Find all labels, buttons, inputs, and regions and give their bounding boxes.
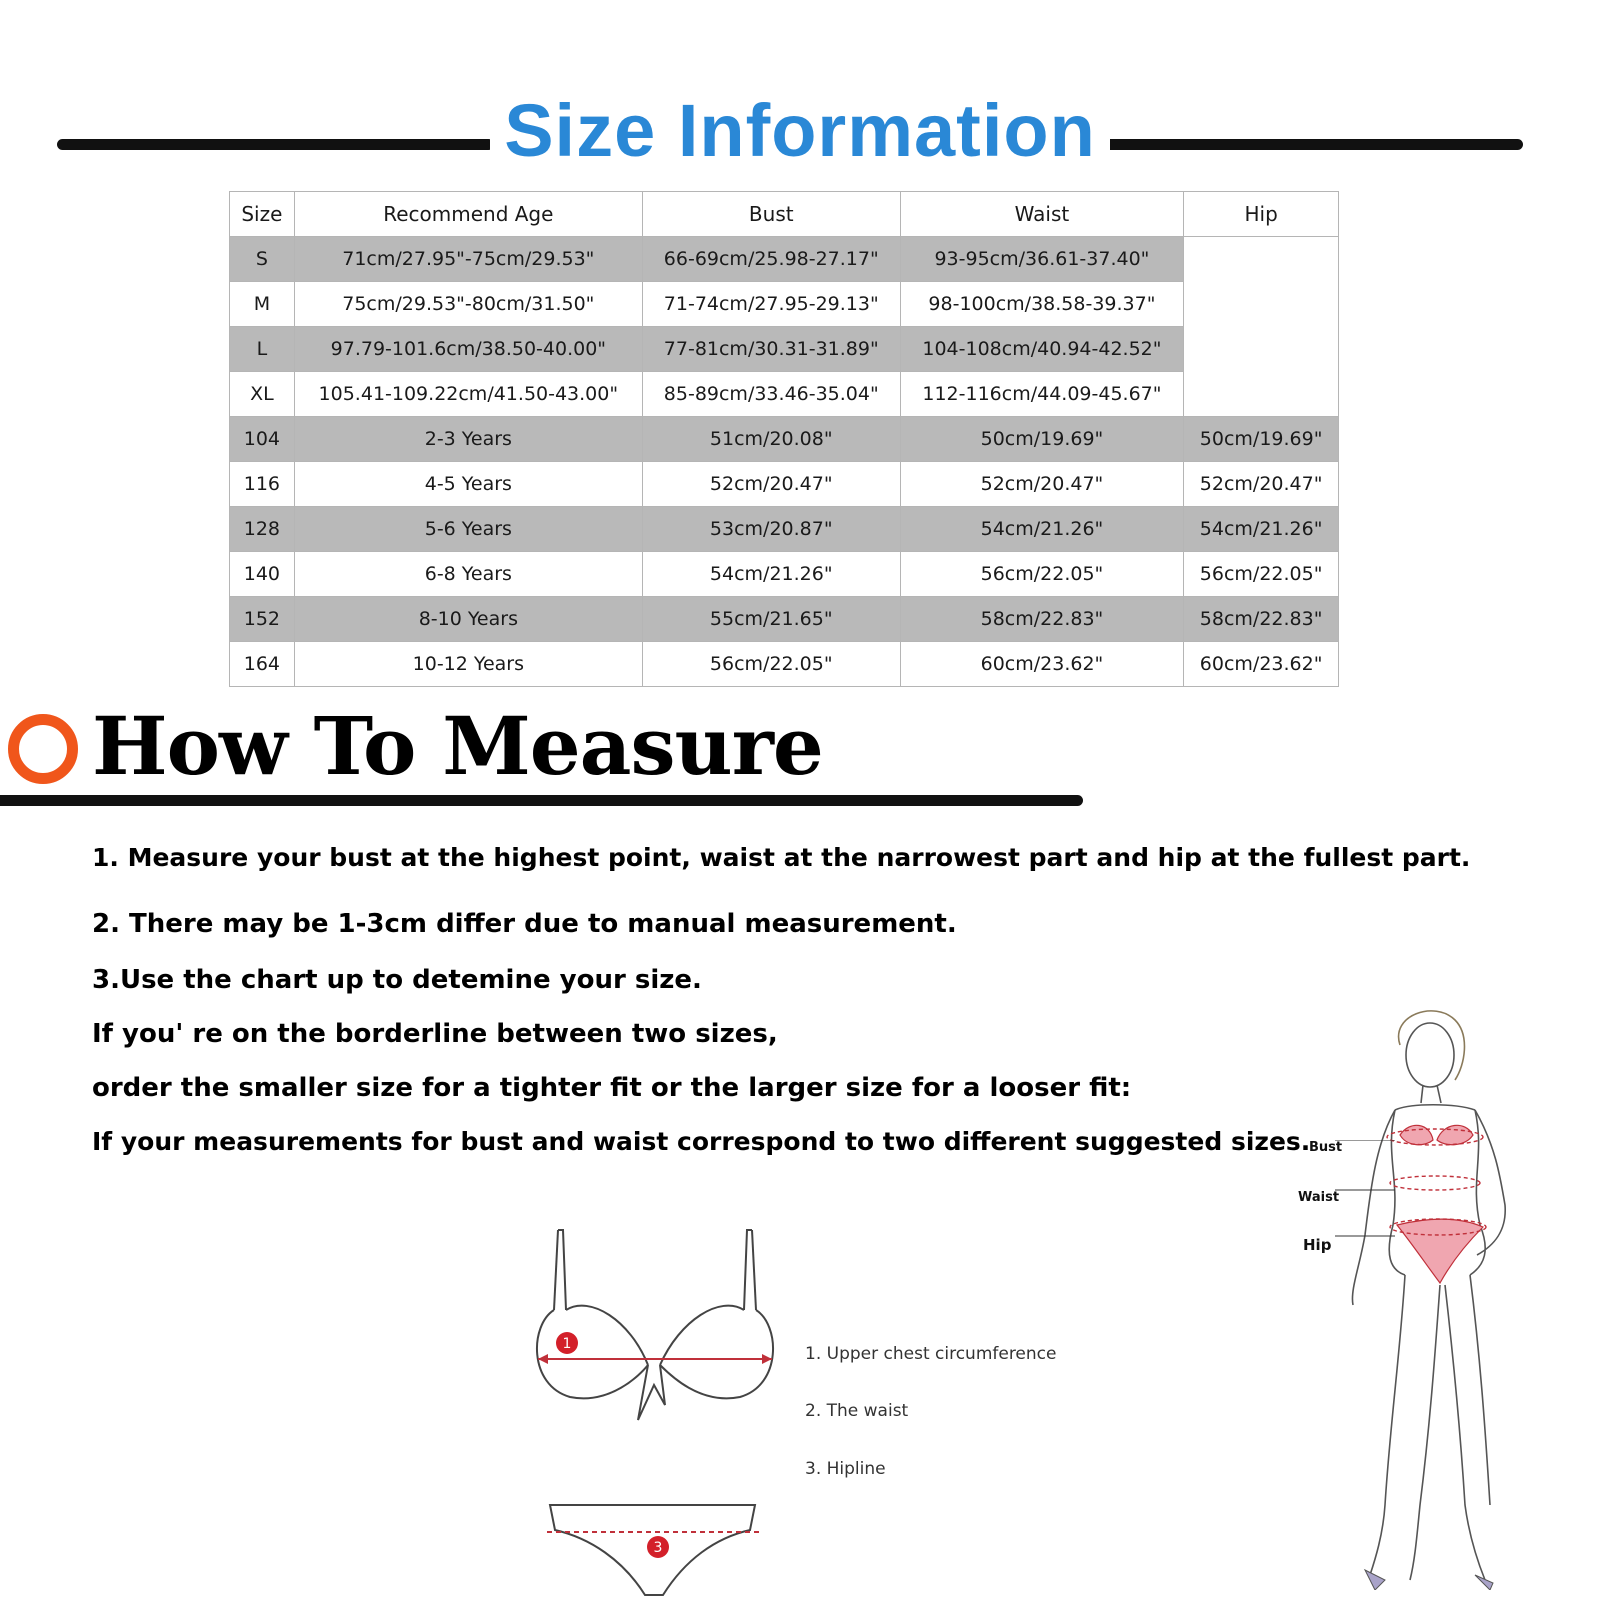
marker-1-icon xyxy=(555,1331,579,1355)
legend-item: 1. Upper chest circumference xyxy=(805,1344,1057,1364)
size-table xyxy=(229,191,1339,687)
cell-hip: 60cm/23.62" xyxy=(1184,642,1339,687)
cell-size: L xyxy=(230,327,295,372)
cell-age: 10-12 Years xyxy=(294,642,642,687)
table-row xyxy=(230,327,1339,372)
cell-waist: 50cm/19.69" xyxy=(900,417,1184,462)
body-label-leaders xyxy=(1335,1140,1455,1250)
col-header-bust: Bust xyxy=(642,192,900,237)
cell-waist: 93-95cm/36.61-37.40" xyxy=(900,237,1184,282)
cell-age: 5-6 Years xyxy=(294,507,642,552)
cell-waist: 104-108cm/40.94-42.52" xyxy=(900,327,1184,372)
cell-waist: 52cm/20.47" xyxy=(900,462,1184,507)
section-rule xyxy=(0,795,1083,806)
cell-size: 140 xyxy=(230,552,295,597)
cell-bust: 55cm/21.65" xyxy=(642,597,900,642)
col-header-waist: Waist xyxy=(900,192,1184,237)
page-title-text: Size Information xyxy=(490,89,1110,172)
cell-waist: 60cm/23.62" xyxy=(900,642,1184,687)
cell-size: S xyxy=(230,237,295,282)
col-header-size: Size xyxy=(230,192,295,237)
cell-waist: 56cm/22.05" xyxy=(900,552,1184,597)
table-row xyxy=(230,282,1339,327)
cell-waist: 58cm/22.83" xyxy=(900,597,1184,642)
cell-age: 2-3 Years xyxy=(294,417,642,462)
table-row xyxy=(230,462,1339,507)
section-heading: How To Measure xyxy=(92,699,823,793)
cell-age: 105.41-109.22cm/41.50-43.00" xyxy=(294,372,642,417)
legend-item: 3. Hipline xyxy=(805,1459,886,1479)
page-title xyxy=(0,88,1600,173)
col-header-hip: Hip xyxy=(1184,192,1339,237)
cell-age: 4-5 Years xyxy=(294,462,642,507)
cell-size: 128 xyxy=(230,507,295,552)
body-figure-illustration xyxy=(1345,1005,1535,1590)
cell-hip: 54cm/21.26" xyxy=(1184,507,1339,552)
instruction-line: 2. There may be 1-3cm differ due to manual measurement. xyxy=(92,909,957,939)
cell-size: 164 xyxy=(230,642,295,687)
cell-size: XL xyxy=(230,372,295,417)
table-row xyxy=(230,597,1339,642)
cell-bust: 71-74cm/27.95-29.13" xyxy=(642,282,900,327)
cell-bust: 51cm/20.08" xyxy=(642,417,900,462)
cell-size: M xyxy=(230,282,295,327)
cell-bust: 77-81cm/30.31-31.89" xyxy=(642,327,900,372)
table-header-row xyxy=(230,192,1339,237)
marker-3-label: 3 xyxy=(653,1540,663,1556)
cell-size: 116 xyxy=(230,462,295,507)
col-header-age: Recommend Age xyxy=(294,192,642,237)
cell-age: 75cm/29.53"-80cm/31.50" xyxy=(294,282,642,327)
instruction-line: 1. Measure your bust at the highest point, waist at the narrowest part and hip at the fullest part. xyxy=(92,843,1471,872)
table-row xyxy=(230,372,1339,417)
cell-waist: 112-116cm/44.09-45.67" xyxy=(900,372,1184,417)
cell-hip-empty xyxy=(1184,237,1339,417)
cell-age: 6-8 Years xyxy=(294,552,642,597)
bust-label: Bust xyxy=(1309,1140,1343,1155)
bra-diagram xyxy=(530,1225,780,1425)
cell-bust: 52cm/20.47" xyxy=(642,462,900,507)
cell-size: 152 xyxy=(230,597,295,642)
cell-age: 71cm/27.95"-75cm/29.53" xyxy=(294,237,642,282)
marker-1-label: 1 xyxy=(562,1336,572,1352)
cell-bust: 66-69cm/25.98-27.17" xyxy=(642,237,900,282)
waist-label: Waist xyxy=(1298,1190,1340,1205)
cell-waist: 54cm/21.26" xyxy=(900,507,1184,552)
table-row xyxy=(230,417,1339,462)
legend-item: 2. The waist xyxy=(805,1401,909,1421)
cell-age: 8-10 Years xyxy=(294,597,642,642)
table-row xyxy=(230,552,1339,597)
cell-size: 104 xyxy=(230,417,295,462)
table-row xyxy=(230,507,1339,552)
instruction-line: order the smaller size for a tighter fit or the larger size for a looser fit: xyxy=(92,1073,1132,1103)
instruction-line: If your measurements for bust and waist correspond to two different suggested sizes. xyxy=(92,1127,1311,1156)
table-row xyxy=(230,642,1339,687)
cell-hip: 50cm/19.69" xyxy=(1184,417,1339,462)
marker-3-icon xyxy=(646,1535,670,1559)
cell-waist: 98-100cm/38.58-39.37" xyxy=(900,282,1184,327)
table-row xyxy=(230,237,1339,282)
cell-hip: 58cm/22.83" xyxy=(1184,597,1339,642)
cell-hip: 56cm/22.05" xyxy=(1184,552,1339,597)
ring-bullet-icon xyxy=(8,714,78,784)
cell-bust: 53cm/20.87" xyxy=(642,507,900,552)
cell-bust: 54cm/21.26" xyxy=(642,552,900,597)
hip-label: Hip xyxy=(1303,1236,1332,1254)
cell-age: 97.79-101.6cm/38.50-40.00" xyxy=(294,327,642,372)
instruction-line: 3.Use the chart up to detemine your size. xyxy=(92,965,702,995)
cell-bust: 85-89cm/33.46-35.04" xyxy=(642,372,900,417)
cell-hip: 52cm/20.47" xyxy=(1184,462,1339,507)
instruction-line: If you' re on the borderline between two sizes, xyxy=(92,1019,778,1049)
cell-bust: 56cm/22.05" xyxy=(642,642,900,687)
